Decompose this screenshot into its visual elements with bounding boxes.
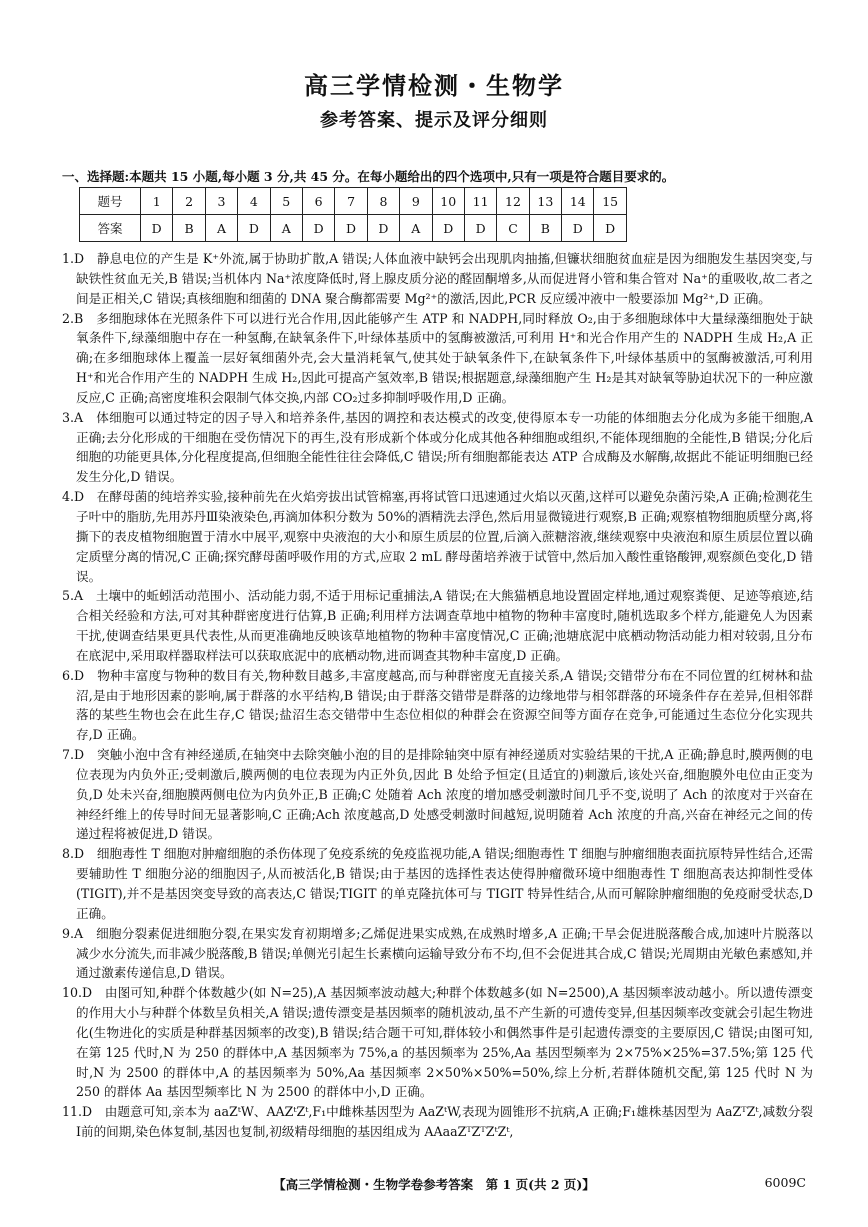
explanation-item: 4.D 在酵母菌的纯培养实验,接种前先在火焰旁拔出试管棉塞,再将试管口迅速通过火焰以灭菌,这样可以避免杂菌污染,A 正确;检测花生子叶中的脂肪,先用苏丹Ⅲ染液染色,再滴加体积分数为 50%的酒精洗去浮色,然后用显微镜进行观察,B 正确;观察植物细胞质壁分离,将撕下的表皮植物细胞置于清水中展平,观察中央液泡的大小和原生质层的位置,后滴入蔗糖溶液,继续观察中央液泡和原生质层位置以确定质壁分离的情况,C 正确;探究酵母菌呼吸作用的方式,应取 2 mL 酵母菌培养液于试管中,然后加入酸性重铬酸钾,观察颜色变化,D 错误。 <box>62 489 813 584</box>
question-number: 15 <box>594 188 626 215</box>
answer-cell: C <box>497 215 529 242</box>
answer-table-answer-row <box>80 215 627 242</box>
question-number: 7 <box>335 188 367 215</box>
explanation-item: 11.D 由题意可知,亲本为 aaZᵗW、AAZᵗZᵗ,F₁中雌株基因型为 AaZᵗW,表现为圆锥形不抗病,A 正确;F₁雄株基因型为 AaZᵀZᵗ,减数分裂Ⅰ前的间期,染色体复制,基因也复制,初级精母细胞的基因组成为 AAaaZᵀZᵀZᵗZᵗ, <box>62 1104 813 1140</box>
question-number: 14 <box>562 188 594 215</box>
answer-cell: D <box>594 215 626 242</box>
answer-cell: A <box>400 215 432 242</box>
page-subtitle: 参考答案、提示及评分细则 <box>320 110 548 131</box>
answer-cell: D <box>464 215 496 242</box>
answer-table <box>79 187 627 242</box>
answer-cell: B <box>529 215 561 242</box>
explanation-item: 7.D 突触小泡中含有神经递质,在轴突中去除突触小泡的目的是排除轴突中原有神经递质对实验结果的干扰,A 正确;静息时,膜两侧的电位表现为内负外正;受刺激后,膜两侧的电位表现为内正外负,因此 B 处给予恒定(且适宜的)刺激后,该处兴奋,细胞膜外电位由正变为负,D 处未兴奋,细胞膜两侧电位为内负外正,B 正确;C 处随着 Ach 浓度的增加感受刺激时间几乎不变,说明了 Ach 的浓度对于兴奋在神经纤维上的传导时间无显著影响,C 正确;Ach 浓度越高,D 处感受刺激时间越短,说明随着 Ach 浓度的升高,兴奋在神经元之间的传递过程将被促进,D 错误。 <box>62 747 813 842</box>
question-number: 5 <box>270 188 302 215</box>
explanation-item: 1.D 静息电位的产生是 K⁺外流,属于协助扩散,A 错误;人体血液中缺钙会出现肌肉抽搐,但镰状细胞贫血症是因为细胞发生基因突变,与缺铁性贫血无关,B 错误;当机体内 Na⁺浓度降低时,肾上腺皮质分泌的醛固酮增多,从而促进肾小管和集合管对 Na⁺的重吸收,故二者之间是正相关,C 错误;真核细胞和细菌的 DNA 聚合酶都需要 Mg²⁺的激活,因此,PCR 反应缓冲液中一般要添加 Mg²⁺,D 正确。 <box>62 251 813 306</box>
footer-code: 6009C <box>764 1175 806 1190</box>
answer-table-row-label: 题号 <box>80 188 141 215</box>
question-number: 2 <box>173 188 205 215</box>
answer-cell: D <box>335 215 367 242</box>
footer-page-info: 【高三学情检测・生物学卷参考答案 第 1 页(共 2 页)】 <box>273 1177 595 1192</box>
answer-table-row-label: 答案 <box>80 215 141 242</box>
question-number: 8 <box>367 188 399 215</box>
answer-cell: D <box>238 215 270 242</box>
explanation-item: 2.B 多细胞球体在光照条件下可以进行光合作用,因此能够产生 ATP 和 NADPH,同时释放 O₂,由于多细胞球体中大量绿藻细胞处于缺氧条件下,绿藻细胞中存在一种氢酶,在缺氧条件下,叶绿体基质中的氢酶被激活,可利用 H⁺和光合作用产生的 NADPH 生成 H₂,A 正确;在多细胞球体上覆盖一层好氧细菌外壳,会大量消耗氧气,使其处于缺氧条件下,在缺氧条件下,叶绿体基质中的氢酶被激活,可利用 H⁺和光合作用产生的 NADPH 生成 H₂,因此可提高产氢效率,B 错误;根据题意,绿藻细胞产生 H₂是其对缺氧等胁迫状况下的一种应激反应,C 正确;高密度堆积会限制气体交换,内部 CO₂过多抑制呼吸作用,D 正确。 <box>62 310 813 405</box>
answer-cell: A <box>270 215 302 242</box>
explanation-item: 8.D 细胞毒性 T 细胞对肿瘤细胞的杀伤体现了免疫系统的免疫监视功能,A 错误;细胞毒性 T 细胞与肿瘤细胞表面抗原特异性结合,还需要辅助性 T 细胞分泌的细胞因子,从而被活化,B 错误;由于基因的选择性表达使得肿瘤微环境中细胞毒性 T 细胞高表达抑制性受体(TIGIT),并不是基因突变导致的高表达,C 错误;TIGIT 的单克隆抗体可与 TIGIT 特异性结合,从而可解除肿瘤细胞的免疫耐受状态,D 正确。 <box>62 846 813 921</box>
explanations <box>62 249 813 1142</box>
answer-table-number-row <box>80 188 627 215</box>
explanation-item: 10.D 由图可知,种群个体数越少(如 N=25),A 基因频率波动越大;种群个体数越多(如 N=2500),A 基因频率波动越小。所以遗传漂变的作用大小与种群个体数呈负相关,A 错误;遗传漂变是基因频率的随机波动,虽不产生新的可遗传变异,但基因频率改变就会引起生物进化(生物进化的实质是种群基因频率的改变),B 错误;结合题干可知,群体较小和偶然事件是引起遗传漂变的主要原因,C 错误;由图可知,在第 125 代时,N 为 250 的群体中,A 基因频率为 75%,a 的基因频率为 25%,Aa 基因型频率为 2×75%×25%=37.5%;第 125 代时,N 为 2500 的群体中,A 的基因频率为 50%,Aa 基因频率 2×50%×50%=50%,综上分析,若群体随机交配,第 125 代时 N 为 250 的群体 Aa 基因型频率比 N 为 2500 的群体中小,D 正确。 <box>62 985 813 1100</box>
question-number: 6 <box>302 188 334 215</box>
explanation-item: 9.A 细胞分裂素促进细胞分裂,在果实发育初期增多;乙烯促进果实成熟,在成熟时增多,A 正确;干旱会促进脱落酸合成,加速叶片脱落以减少水分流失,而非减少脱落酸,B 错误;单侧光引起生长素横向运输导致分布不均,但不会促进其合成,C 错误;光周期由光敏色素感知,并通过激素传递信息,D 错误。 <box>62 925 813 981</box>
answer-cell: D <box>302 215 334 242</box>
question-number: 10 <box>432 188 464 215</box>
answer-cell: B <box>173 215 205 242</box>
section-heading: 一、选择题:本题共 15 小题,每小题 3 分,共 45 分。在每小题给出的四个选项中,只有一项是符合题目要求的。 <box>62 169 675 184</box>
page-title: 高三学情检测・生物学 <box>304 71 564 100</box>
explanation-item: 5.A 土壤中的蚯蚓活动范围小、活动能力弱,不适于用标记重捕法,A 错误;在大熊猫栖息地设置固定样地,通过观察粪便、足迹等痕迹,结合相关经验和方法,可对其种群密度进行估算,B 正确;利用样方法调查草地中植物的物种丰富度时,随机选取多个样方,能避免人为因素干扰,使调查结果更具代表性,从而更准确地反映该草地植物的物种丰富度情况,C 正确;池塘底泥中底栖动物活动能力相对较弱,且分布在底泥中,采用取样器取样法可以获取底泥中的底栖动物,进而调查其物种丰富度,D 正确。 <box>62 588 813 663</box>
question-number: 12 <box>497 188 529 215</box>
question-number: 3 <box>205 188 237 215</box>
explanation-item: 3.A 体细胞可以通过特定的因子导入和培养条件,基因的调控和表达模式的改变,使得原本专一功能的体细胞去分化成为多能干细胞,A 正确;去分化形成的干细胞在受伤情况下的再生,没有形成新个体或分化成其他各种细胞或组织,不能体现细胞的全能性,B 错误;分化后细胞的功能更具体,分化程度提高,但细胞全能性往往会降低,C 错误;所有细胞都能表达 ATP 合成酶及水解酶,故据此不能证明细胞已经发生分化,D 错误。 <box>62 409 813 485</box>
explanation-item: 6.D 物种丰富度与物种的数目有关,物种数目越多,丰富度越高,而与种群密度无直接关系,A 错误;交错带分布在不同位置的红树林和盐沼,是由于地形因素的影响,属于群落的水平结构,B 错误;由于群落交错带是群落的边缘地带与相邻群落的环境条件存在差异,但相邻群落的某些生物也会在此生存,C 错误;盐沼生态交错带中生态位相似的种群会在资源空间等方面存在竞争,可能通过生态位分化实现共存,D 正确。 <box>62 667 813 743</box>
answer-cell: D <box>141 215 173 242</box>
question-number: 9 <box>400 188 432 215</box>
question-number: 13 <box>529 188 561 215</box>
question-number: 1 <box>141 188 173 215</box>
answer-cell: D <box>432 215 464 242</box>
answer-cell: D <box>367 215 399 242</box>
question-number: 11 <box>464 188 496 215</box>
question-number: 4 <box>238 188 270 215</box>
answer-cell: A <box>205 215 237 242</box>
answer-cell: D <box>562 215 594 242</box>
